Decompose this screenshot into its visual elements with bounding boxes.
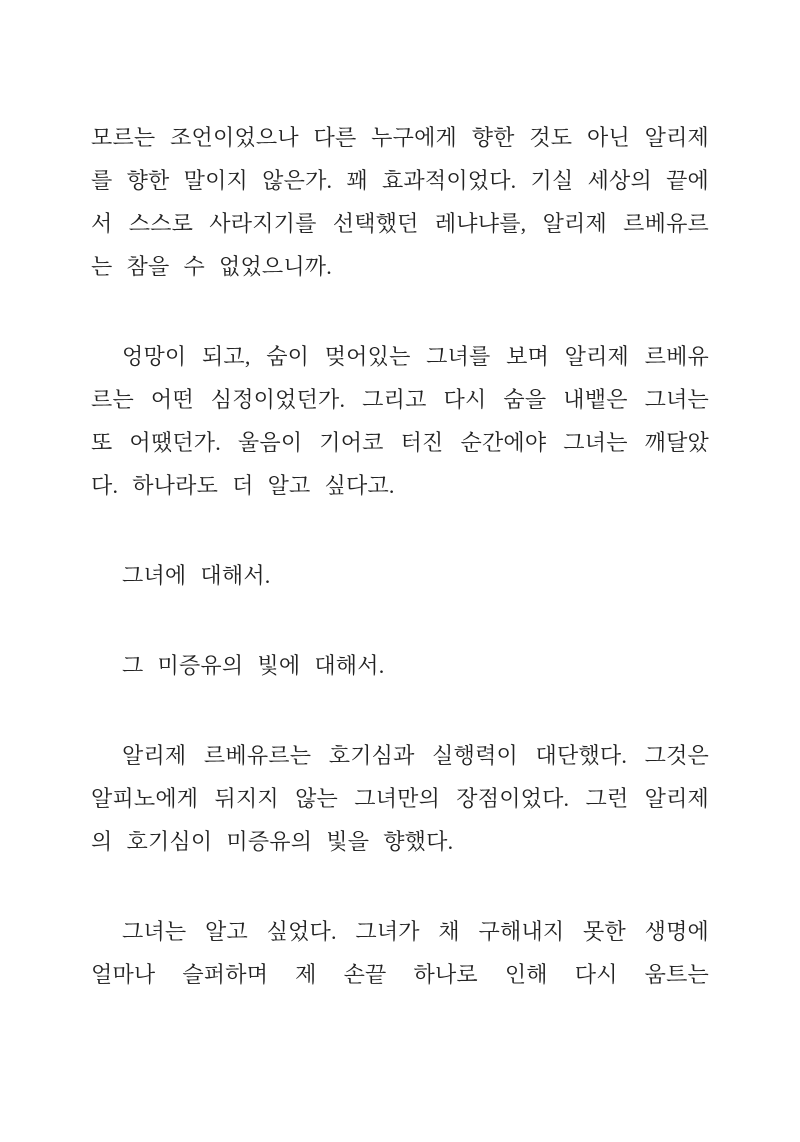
paragraph-3: 그녀에 대해서.: [122, 563, 271, 588]
paragraph-6: 그녀는 알고 싶었다. 그녀가 채 구해내지 못한 생명에 얼마나 슬퍼하며 제 손끝 하나로 인해 다시 움트는: [91, 919, 709, 987]
paragraph-1: 모르는 조언이었으나 다른 누구에게 향한 것도 아닌 알리제를 향한 말이지 않은가. 꽤 효과적이었다. 기실 세상의 끝에서 스스로 사라지기를 선택했던 레냐냐를, 알리제 르베유르는 참을 수 없었으니까.: [91, 125, 709, 279]
paragraph-4: 그 미증유의 빛에 대해서.: [122, 653, 385, 678]
paragraph-5: 알리제 르베유르는 호기심과 실행력이 대단했다. 그것은 알피노에게 뒤지지 않는 그녀만의 장점이었다. 그런 알리제의 호기심이 미증유의 빛을 향했다.: [91, 743, 709, 854]
paragraph-2: 엉망이 되고, 숨이 멎어있는 그녀를 보며 알리제 르베유르는 어떤 심정이었던가. 그리고 다시 숨을 내뱉은 그녀는 또 어땠던가. 울음이 기어코 터진 순간에야 그녀는 깨달았다. 하나라도 더 알고 싶다고.: [91, 344, 709, 498]
